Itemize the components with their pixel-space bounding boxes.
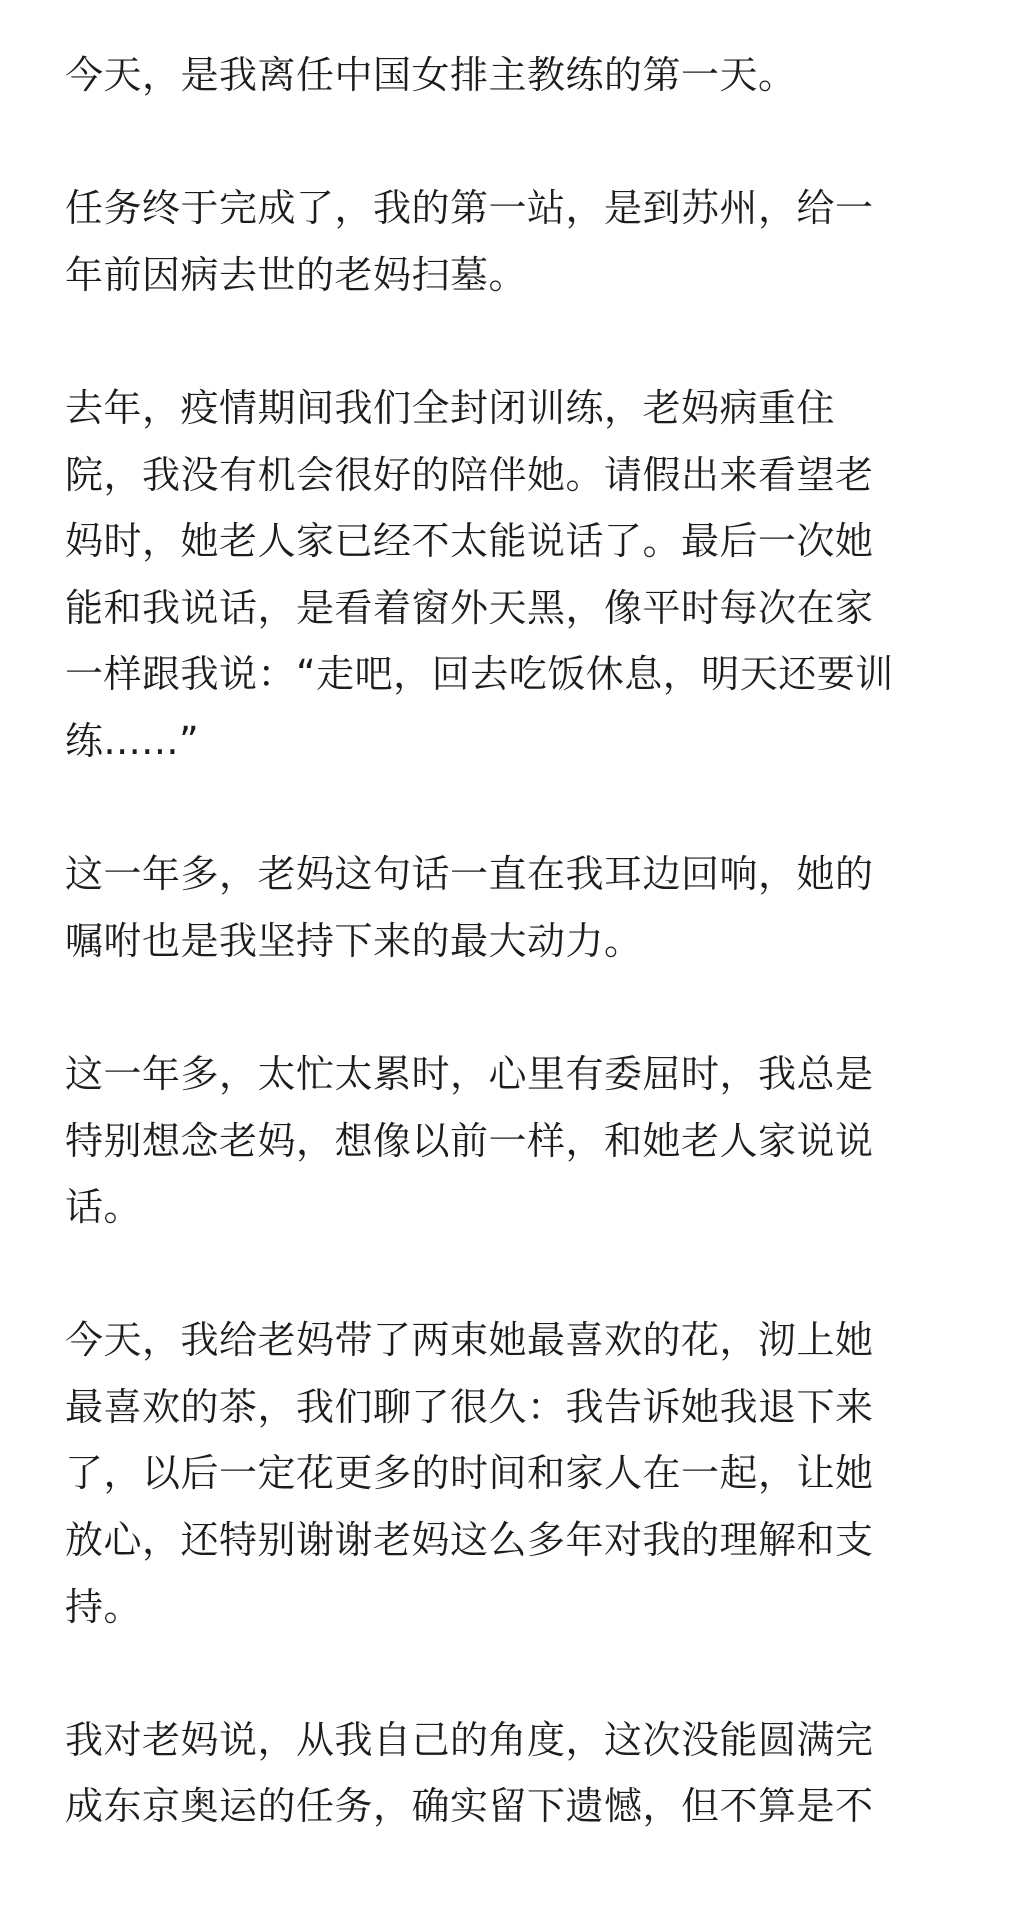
text-line: 院，我没有机会很好的陪伴她。请假出来看望老	[65, 452, 874, 497]
paragraph-6	[65, 1307, 965, 1640]
text-line: 持。	[65, 1584, 143, 1629]
article-body	[65, 42, 965, 1907]
text-line: 特别想念老妈，想像以前一样，和她老人家说说	[65, 1118, 874, 1163]
text-line: 妈时，她老人家已经不太能说话了。最后一次她	[65, 519, 874, 564]
text-line: 我对老妈说，从我自己的角度，这次没能圆满完	[65, 1717, 874, 1762]
paragraph-3	[65, 375, 965, 775]
paragraph-2	[65, 175, 965, 308]
paragraph-1	[65, 42, 965, 109]
text-line: 今天，我给老妈带了两束她最喜欢的花，沏上她	[65, 1318, 874, 1363]
text-line: 年前因病去世的老妈扫墓。	[65, 252, 528, 297]
text-line: 放心，还特别谢谢老妈这么多年对我的理解和支	[65, 1518, 874, 1563]
text-line: 去年，疫情期间我们全封闭训练，老妈病重住	[65, 385, 836, 430]
text-line: 练......”	[65, 718, 200, 763]
paragraph-7	[65, 1707, 965, 1840]
text-line: 任务终于完成了，我的第一站，是到苏州，给一	[65, 186, 874, 231]
text-line: 今天，是我离任中国女排主教练的第一天。	[65, 53, 797, 97]
text-line: 成东京奥运的任务，确实留下遗憾，但不算是不	[65, 1784, 874, 1829]
paragraph-4	[65, 841, 965, 974]
text-line: 最喜欢的茶，我们聊了很久：我告诉她我退下来	[65, 1384, 874, 1429]
text-line: 嘱咐也是我坚持下来的最大动力。	[65, 918, 643, 963]
text-line: 话。	[65, 1185, 143, 1230]
text-line: 了，以后一定花更多的时间和家人在一起，让她	[65, 1451, 874, 1496]
text-line: 一样跟我说：“走吧，回去吃饭休息，明天还要训	[65, 652, 894, 697]
paragraph-5	[65, 1041, 965, 1241]
text-line: 这一年多，老妈这句话一直在我耳边回响，她的	[65, 852, 874, 897]
text-line: 这一年多，太忙太累时，心里有委屈时，我总是	[65, 1051, 874, 1096]
text-line: 能和我说话，是看着窗外天黑，像平时每次在家	[65, 585, 874, 630]
